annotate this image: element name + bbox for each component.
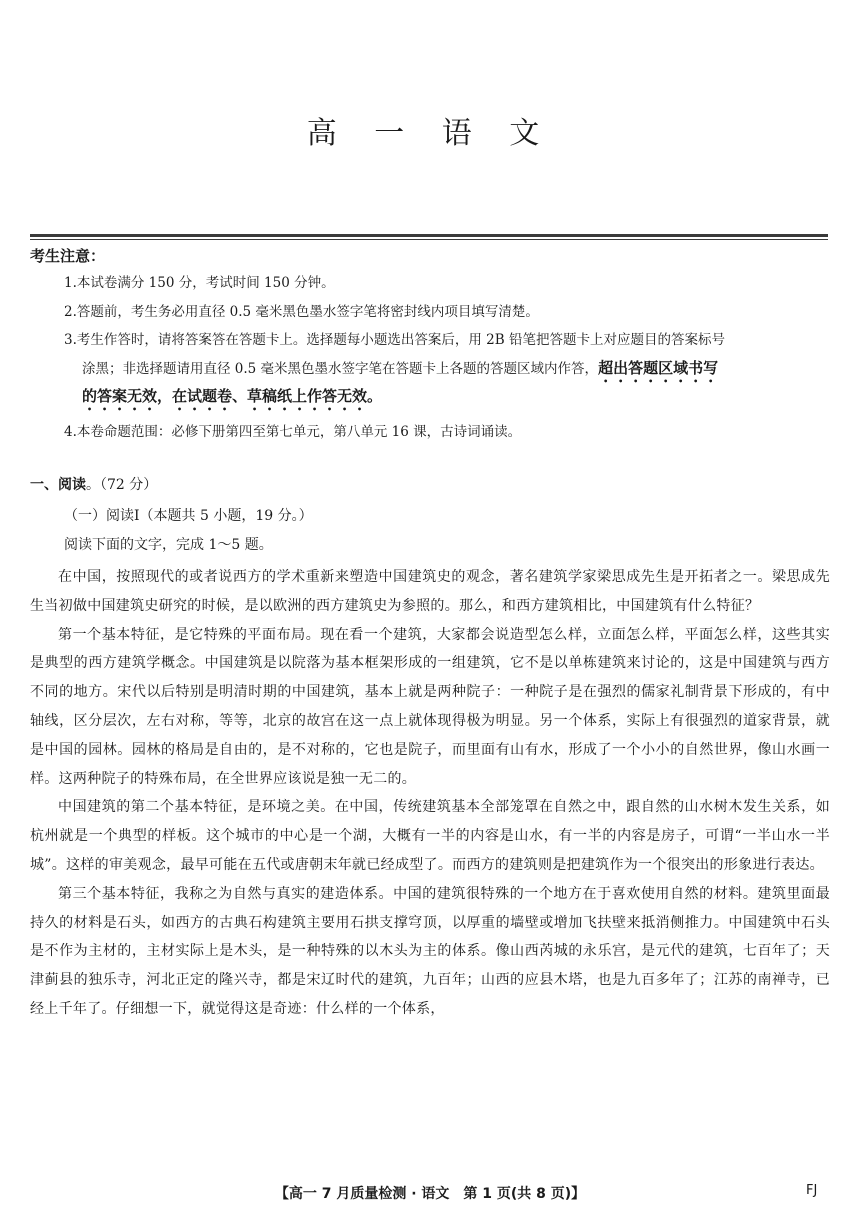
page-footer: 【高一 7 月质量检测 · 语文 第 1 页(共 8 页)】 [274,1186,586,1202]
reading-passage [30,563,830,1024]
page-title: 高 一 语 文 [306,116,554,151]
notice-item-1: 1.本试卷满分 150 分，考试时间 150 分钟。 [64,275,335,291]
notice-heading: 考生注意： [30,247,106,265]
section-heading-score: 。（72 分） [86,477,158,493]
reading-instruction: 阅读下面的文字，完成 1～5 题。 [64,537,273,553]
passage-paragraph-4: 第三个基本特征，我称之为自然与真实的建造体系。中国的建筑很特殊的一个地方在于喜欢使用自然的材料。建筑里面最持久的材料是石头，如西方的古典石构建筑主要用石拱支撑穹顶，以厚重的墙壁或增加飞扶壁来抵消侧推力。中国建筑中石头是不作为主材的，主材实际上是木头，是一种特殊的以木头为主的体系。像山西芮城的永乐宫，是元代的建筑，七百年了；天津蓟县的独乐寺，河北正定的隆兴寺，都是宋辽时代的建筑，九百年；山西的应县木塔，也是九百多年了；江苏的南禅寺，已经上千年了。仔细想一下，就觉得这是奇迹：什么样的一个体系， [30,885,830,1017]
sub-section-heading: （一）阅读Ⅰ（本题共 5 小题，19 分。） [64,508,313,524]
notice-item-3-emphasis-2: 的答案无效，在试题卷、草稿纸上作答无效。 [82,387,383,405]
notice-item-3-line-1: 3.考生作答时，请将答案答在答题卡上。选择题每小题选出答案后，用 2B 铅笔把答题卡上对应题目的答案标号 [64,332,725,348]
notice-item-3-line-2 [82,357,718,386]
notice-item-3-emphasis-1: 超出答题区域书写 [598,359,719,377]
passage-paragraph-2: 第一个基本特征，是它特殊的平面布局。现在看一个建筑，大家都会说造型怎么样，立面怎么样，平面怎么样，这些其实是典型的西方建筑学概念。中国建筑是以院落为基本框架形成的一组建筑，它不是以单栋建筑来讨论的，这是中国建筑与西方不同的地方。宋代以后特别是明清时期的中国建筑，基本上就是两种院子：一种院子是在强烈的儒家礼制背景下形成的，有中轴线，区分层次，左右对称，等等，北京的故宫在这一点上就体现得极为明显。另一个体系，实际上有很强烈的道家背景，就是中国的园林。园林的格局是自由的，是不对称的，它也是院子，而里面有山有水，形成了一个小小的自然世界，像山水画一样。这两种院子的特殊布局，在全世界应该说是独一无二的。 [30,626,830,787]
passage-paragraph-3: 中国建筑的第二个基本特征，是环境之美。在中国，传统建筑基本全部笼罩在自然之中，跟自然的山水树木发生关系，如杭州就是一个典型的样板。这个城市的中心是一个湖，大概有一半的内容是山水，有一半的内容是房子，可谓“一半山水一半城”。这样的审美观念，最早可能在五代或唐朝末年就已经成型了。而西方的建筑则是把建筑作为一个很突出的形象进行表达。 [30,799,830,873]
passage-paragraph-1: 在中国，按照现代的或者说西方的学术重新来塑造中国建筑史的观念，著名建筑学家梁思成先生是开拓者之一。梁思成先生当初做中国建筑史研究的时候，是以欧洲的西方建筑史为参照的。那么，和西方建筑相比，中国建筑有什么特征？ [30,569,830,614]
notice-item-3-line-3 [82,385,382,414]
header-rule-thin [30,239,828,240]
header-rule-thick [30,234,828,237]
section-heading-label: 一、阅读 [30,477,86,493]
notice-item-4: 4.本卷命题范围：必修下册第四至第七单元，第八单元 16 课，古诗词诵读。 [64,424,522,440]
notice-item-2: 2.答题前，考生务必用直径 0.5 毫米黑色墨水签字笔将密封线内项目填写清楚。 [64,304,539,320]
section-heading [30,474,157,494]
footer-code: FJ [806,1183,818,1198]
notice-item-3-plain: 涂黑；非选择题请用直径 0.5 毫米黑色墨水签字笔在答题卡上各题的答题区域内作答， [82,361,599,377]
